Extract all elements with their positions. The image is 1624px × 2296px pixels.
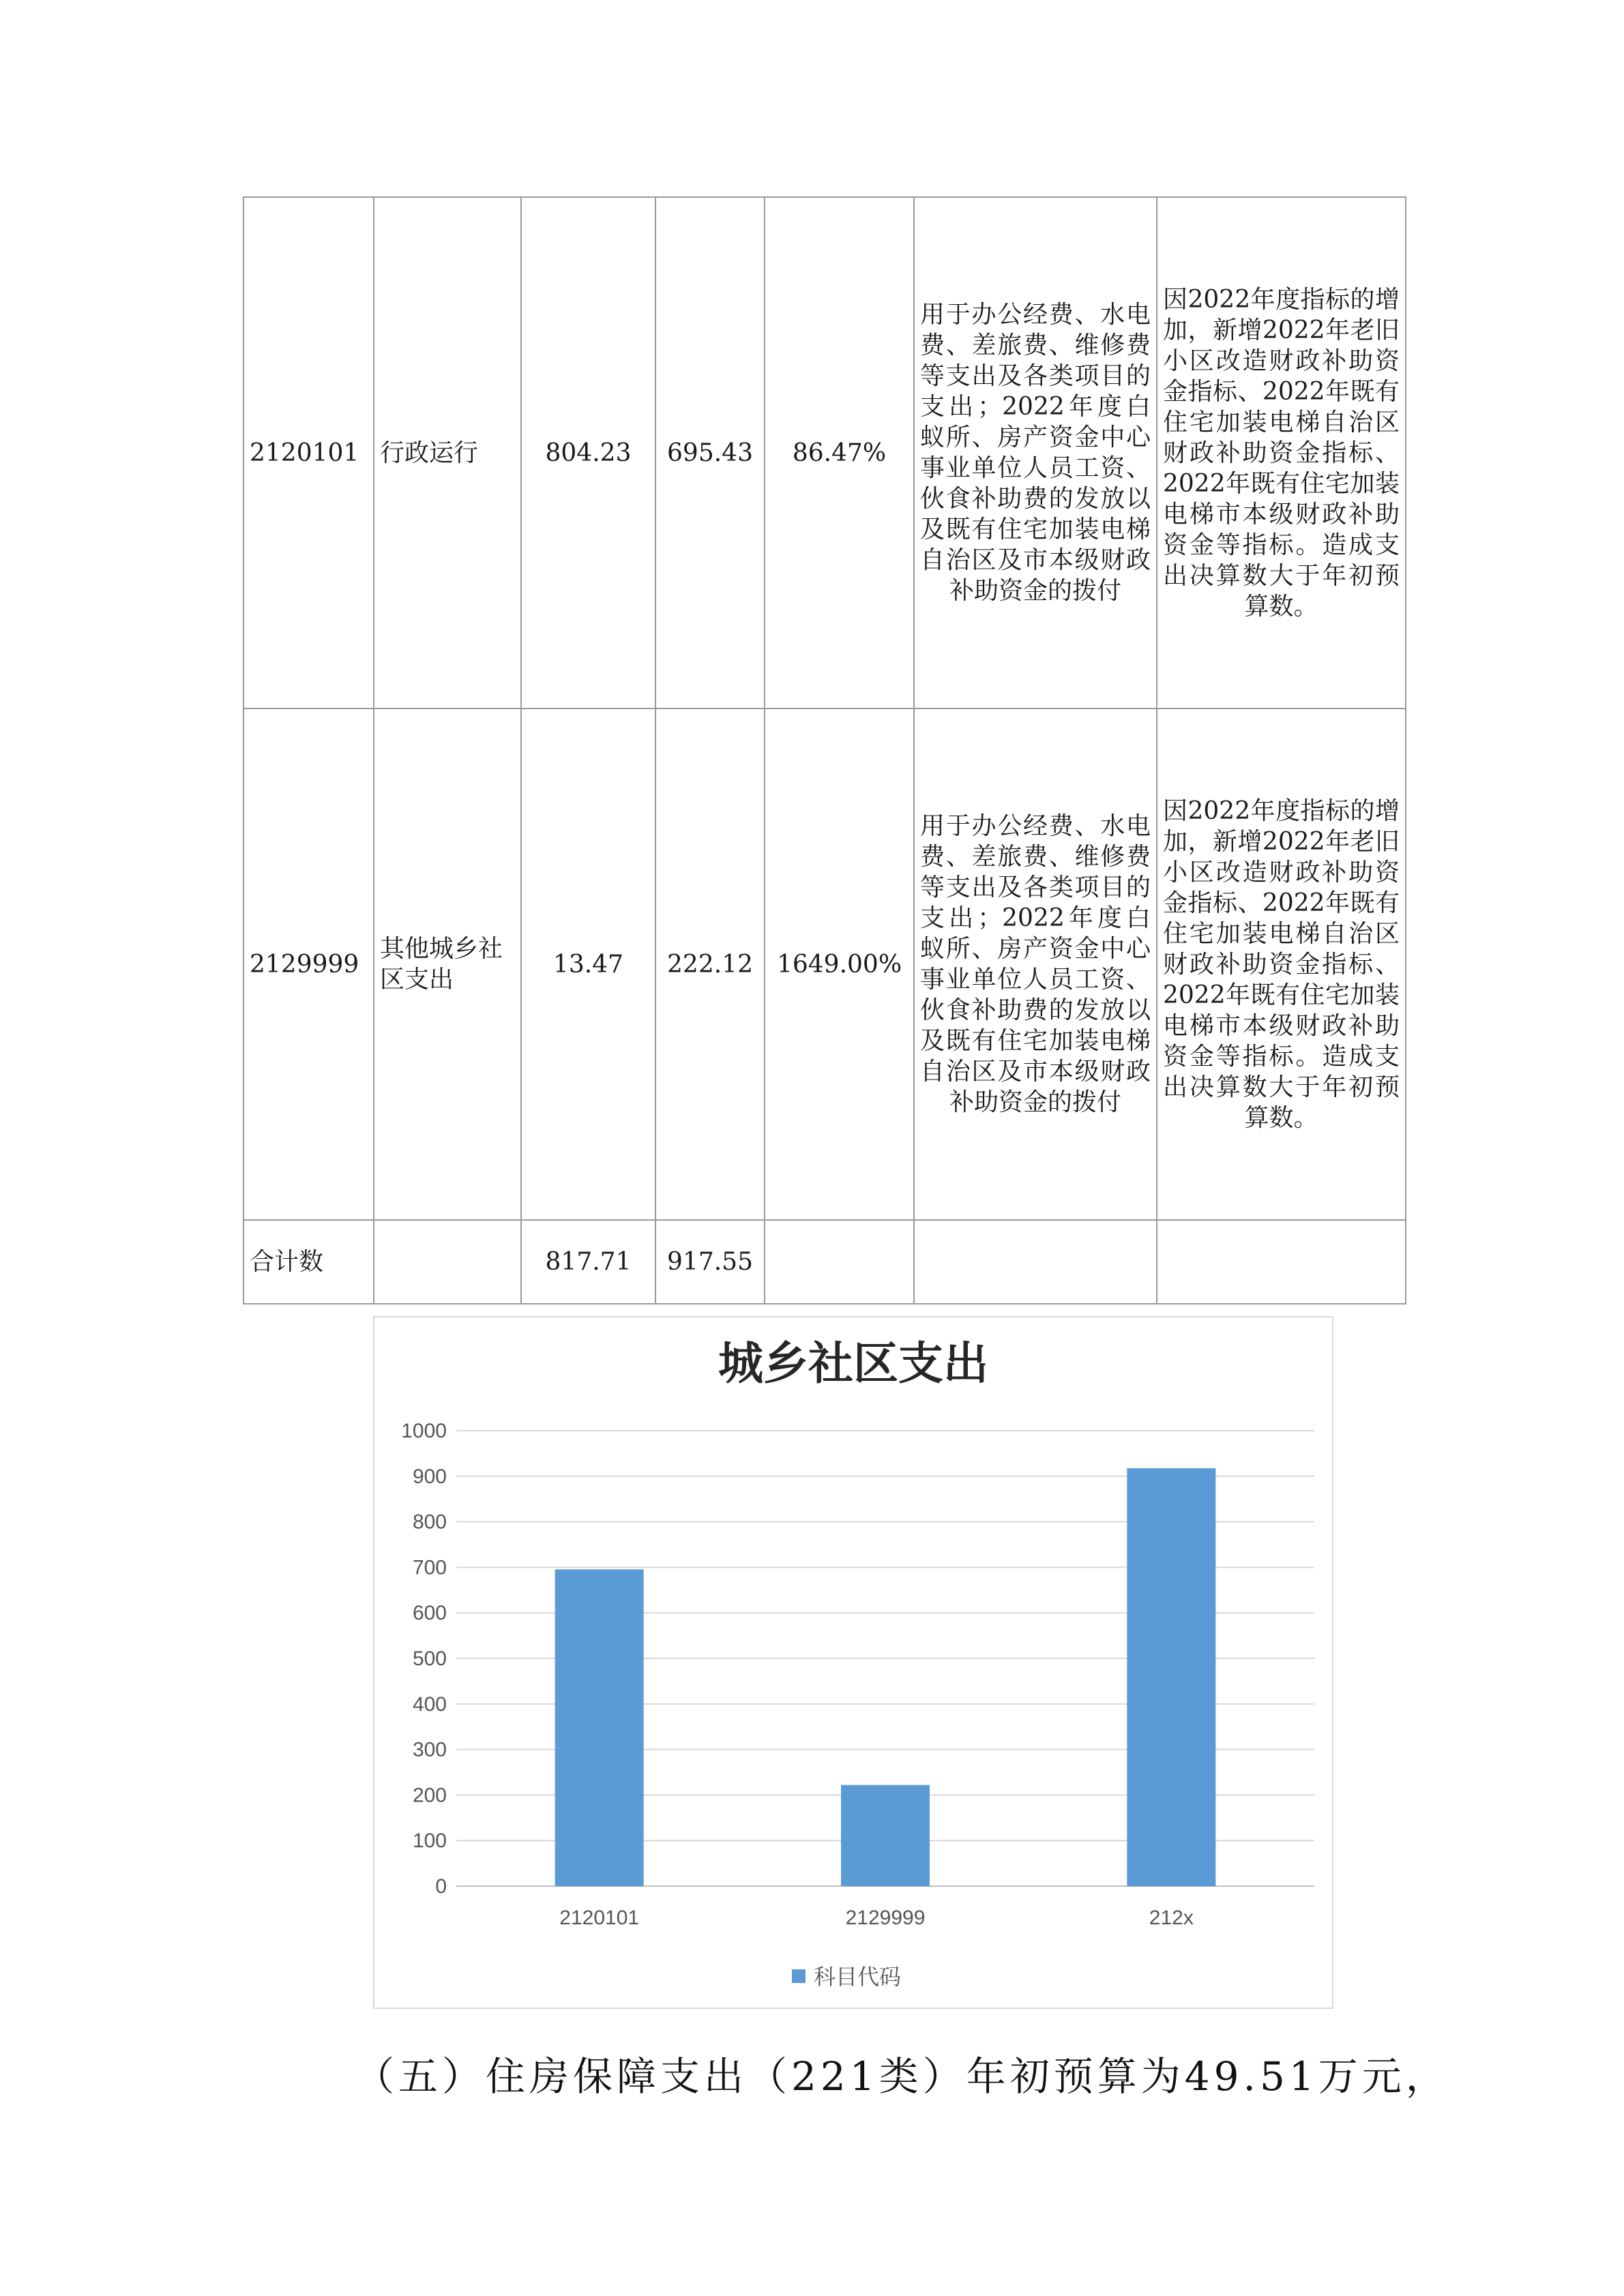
total-final-cell: 917.55	[655, 1220, 765, 1304]
reason-cell: 因2022年度指标的增加，新增2022年老旧小区改造财政补助资金指标、2022年既有住宅加装电梯自治区财政补助资金指标、2022年既有住宅加装电梯市本级财政补助资金等指标。造成支出决算数大于年初预算数。	[1157, 197, 1406, 709]
bar	[841, 1785, 930, 1886]
table-total-row	[243, 1220, 1406, 1304]
chart-canvas	[374, 1317, 1332, 2008]
empty-cell	[1157, 1220, 1406, 1304]
chart-title: 城乡社区支出	[718, 1337, 988, 1390]
subject-name-cell: 行政运行	[374, 197, 521, 709]
total-label-cell: 合计数	[243, 1220, 374, 1304]
subject-code-cell: 2120101	[243, 197, 374, 709]
y-tick-label: 1000	[401, 1420, 447, 1442]
bar	[555, 1569, 644, 1886]
total-budget-cell: 817.71	[521, 1220, 655, 1304]
x-tick-label: 2120101	[559, 1907, 640, 1929]
y-tick-label: 700	[412, 1556, 447, 1579]
ratio-cell: 1649.00%	[765, 709, 914, 1220]
y-tick-label: 500	[412, 1648, 447, 1670]
legend-label: 科目代码	[814, 1964, 902, 1990]
y-tick-label: 800	[412, 1510, 447, 1534]
budget-table	[243, 196, 1406, 1304]
final-cell: 222.12	[655, 709, 765, 1220]
usage-cell: 用于办公经费、水电费、差旅费、维修费等支出及各类项目的支出；2022年度白蚁所、房产资金中心事业单位人员工资、伙食补助费的发放以及既有住宅加装电梯自治区及市本级财政补助资金的拨付	[914, 197, 1157, 709]
budget-cell: 804.23	[521, 197, 655, 709]
y-tick-label: 400	[412, 1693, 447, 1716]
bar	[1127, 1468, 1215, 1886]
y-tick-label: 600	[412, 1602, 447, 1625]
empty-cell	[914, 1220, 1157, 1304]
x-tick-label: 212x	[1149, 1907, 1194, 1929]
legend-swatch	[792, 1969, 806, 1983]
bar-chart	[373, 1316, 1333, 2009]
y-tick-label: 900	[412, 1465, 447, 1488]
subject-name-cell: 其他城乡社区支出	[374, 709, 521, 1220]
table-row	[243, 197, 1406, 709]
y-tick-label: 0	[435, 1875, 447, 1898]
y-tick-label: 100	[412, 1830, 447, 1853]
y-tick-label: 300	[412, 1738, 447, 1761]
empty-cell	[374, 1220, 521, 1304]
x-tick-label: 2129999	[845, 1907, 926, 1929]
chart-y-axis	[401, 1420, 447, 1898]
ratio-cell: 86.47%	[765, 197, 914, 709]
subject-code-cell: 2129999	[243, 709, 374, 1220]
body-paragraph: （五）住房保障支出（221类）年初预算为49.51万元，	[355, 2053, 1449, 2100]
final-cell: 695.43	[655, 197, 765, 709]
chart-legend	[792, 1964, 901, 1990]
table-row	[243, 709, 1406, 1220]
empty-cell	[765, 1220, 914, 1304]
budget-cell: 13.47	[521, 709, 655, 1220]
reason-cell: 因2022年度指标的增加，新增2022年老旧小区改造财政补助资金指标、2022年既有住宅加装电梯自治区财政补助资金指标、2022年既有住宅加装电梯市本级财政补助资金等指标。造成支出决算数大于年初预算数。	[1157, 709, 1406, 1220]
y-tick-label: 200	[412, 1784, 447, 1807]
chart-x-axis	[559, 1907, 1194, 1929]
chart-bars	[555, 1468, 1216, 1886]
usage-cell: 用于办公经费、水电费、差旅费、维修费等支出及各类项目的支出；2022年度白蚁所、房产资金中心事业单位人员工资、伙食补助费的发放以及既有住宅加装电梯自治区及市本级财政补助资金的拨付	[914, 709, 1157, 1220]
